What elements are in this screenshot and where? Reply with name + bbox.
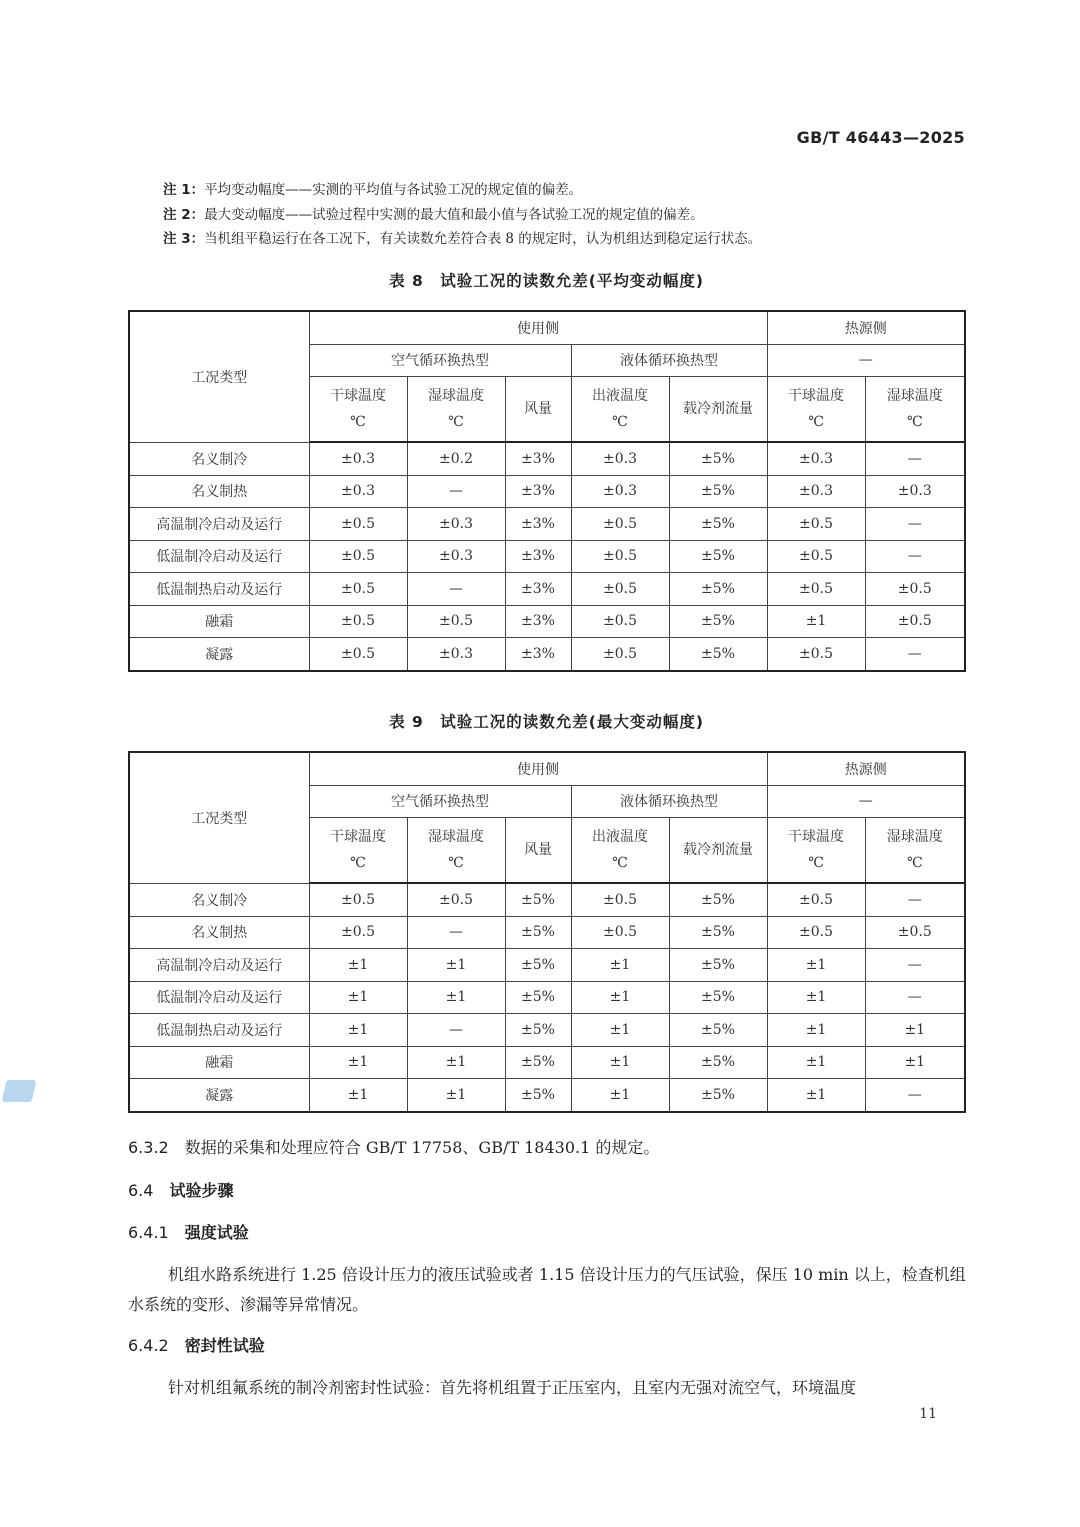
section-number: 6.4.2 bbox=[128, 1336, 169, 1355]
header-airflow: 风量 bbox=[505, 818, 571, 884]
header-heat-side: 热源侧 bbox=[767, 311, 965, 344]
note-text: 当机组平稳运行在各工况下，有关读数允差符合表 8 的规定时，认为机组达到稳定运行状态。 bbox=[204, 231, 762, 247]
table-cell: ±0.5 bbox=[767, 573, 865, 606]
header-dry-bulb: 干球温度 ℃ bbox=[767, 377, 865, 443]
table8-row bbox=[129, 638, 965, 671]
table8-body bbox=[129, 442, 965, 671]
table-cell: ±0.5 bbox=[865, 605, 965, 638]
table-cell: ±5% bbox=[505, 883, 571, 916]
row-label: 融霜 bbox=[129, 605, 309, 638]
table-cell: ±0.3 bbox=[571, 442, 669, 475]
table-cell: ±3% bbox=[505, 540, 571, 573]
header-condition: 工况类型 bbox=[129, 311, 309, 442]
table-cell: ±5% bbox=[669, 638, 767, 671]
table-cell: ±0.5 bbox=[309, 573, 407, 606]
table8-caption: 表 8 试验工况的读数允差(平均变动幅度) bbox=[389, 272, 704, 290]
table-cell: ±0.5 bbox=[309, 916, 407, 949]
table-cell: ±0.3 bbox=[309, 475, 407, 508]
row-label: 低温制热启动及运行 bbox=[129, 1014, 309, 1047]
table-cell: — bbox=[865, 442, 965, 475]
header-coolant-flow: 载冷剂流量 bbox=[669, 377, 767, 443]
header-wet-bulb: 湿球温度 ℃ bbox=[865, 377, 965, 443]
header-air-type: 空气循环换热型 bbox=[309, 785, 571, 818]
table-cell: ±1 bbox=[571, 1014, 669, 1047]
table-cell: ±0.3 bbox=[407, 540, 505, 573]
table9-row bbox=[129, 1014, 965, 1047]
side-logo-icon bbox=[2, 1080, 37, 1102]
table-cell: ±0.3 bbox=[767, 475, 865, 508]
table-cell: ±1 bbox=[767, 1046, 865, 1079]
table-cell: ±1 bbox=[571, 981, 669, 1014]
section-title: 试验步骤 bbox=[169, 1181, 234, 1200]
section-6-4-1 bbox=[128, 1220, 249, 1243]
note-text: 最大变动幅度——试验过程中实测的最大值和最小值与各试验工况的规定值的偏差。 bbox=[204, 206, 704, 223]
row-label: 名义制热 bbox=[129, 916, 309, 949]
table8-row bbox=[129, 540, 965, 573]
table-cell: ±5% bbox=[669, 573, 767, 606]
section-text: 数据的采集和处理应符合 GB/T 17758、GB/T 18430.1 的规定。 bbox=[184, 1138, 660, 1157]
header-dash: — bbox=[767, 344, 965, 377]
table9-header bbox=[129, 752, 965, 883]
table-cell: ±1 bbox=[571, 1079, 669, 1112]
table-cell: ±5% bbox=[669, 1079, 767, 1112]
table-cell: ±0.5 bbox=[407, 605, 505, 638]
table-cell: — bbox=[865, 883, 965, 916]
table-cell: ±3% bbox=[505, 638, 571, 671]
table-cell: ±1 bbox=[309, 1014, 407, 1047]
table-cell: ±3% bbox=[505, 442, 571, 475]
table8-row bbox=[129, 573, 965, 606]
table-cell: — bbox=[407, 475, 505, 508]
row-label: 凝露 bbox=[129, 1079, 309, 1112]
note-3 bbox=[163, 227, 761, 252]
table-cell: ±5% bbox=[505, 1014, 571, 1047]
table-cell: ±0.3 bbox=[407, 508, 505, 541]
table-cell: ±5% bbox=[669, 508, 767, 541]
table-cell: ±1 bbox=[767, 605, 865, 638]
table-cell: ±0.5 bbox=[865, 573, 965, 606]
table-cell: ±0.5 bbox=[571, 638, 669, 671]
table-cell: ±0.5 bbox=[571, 508, 669, 541]
section-number: 6.4.1 bbox=[128, 1223, 169, 1242]
page-number: 11 bbox=[919, 1406, 937, 1422]
table-cell: — bbox=[407, 573, 505, 606]
section-title: 密封性试验 bbox=[184, 1336, 265, 1355]
table-cell: ±1 bbox=[407, 1079, 505, 1112]
table-cell: ±5% bbox=[669, 916, 767, 949]
table-cell: ±3% bbox=[505, 573, 571, 606]
table-cell: ±1 bbox=[309, 949, 407, 982]
section-6-4-2-body: 针对机组氟系统的制冷剂密封性试验：首先将机组置于正压室内，且室内无强对流空气，环境温度 bbox=[168, 1378, 857, 1397]
table-cell: ±1 bbox=[407, 1046, 505, 1079]
section-6-4-2 bbox=[128, 1333, 265, 1356]
table-cell: ±1 bbox=[571, 949, 669, 982]
table-cell: ±0.5 bbox=[767, 916, 865, 949]
section-number: 6.3.2 bbox=[128, 1138, 169, 1157]
table-cell: ±1 bbox=[309, 1046, 407, 1079]
table-cell: ±0.5 bbox=[571, 540, 669, 573]
table-cell: ±5% bbox=[505, 1046, 571, 1079]
table-cell: — bbox=[407, 1014, 505, 1047]
table8-row bbox=[129, 475, 965, 508]
table-cell: ±0.5 bbox=[767, 638, 865, 671]
table8-header bbox=[129, 311, 965, 442]
table-cell: ±3% bbox=[505, 508, 571, 541]
table-cell: — bbox=[865, 638, 965, 671]
header-wet-bulb: 湿球温度 ℃ bbox=[407, 377, 505, 443]
note-2 bbox=[163, 203, 761, 228]
table8 bbox=[128, 310, 966, 672]
table-cell: ±1 bbox=[767, 949, 865, 982]
row-label: 低温制冷启动及运行 bbox=[129, 981, 309, 1014]
table9-row bbox=[129, 883, 965, 916]
row-label: 低温制冷启动及运行 bbox=[129, 540, 309, 573]
table-cell: ±0.3 bbox=[865, 475, 965, 508]
row-label: 高温制冷启动及运行 bbox=[129, 949, 309, 982]
header-dash: — bbox=[767, 785, 965, 818]
header-dry-bulb: 干球温度 ℃ bbox=[767, 818, 865, 884]
table-cell: ±0.5 bbox=[767, 540, 865, 573]
row-label: 融霜 bbox=[129, 1046, 309, 1079]
table-cell: ±1 bbox=[309, 981, 407, 1014]
table-cell: ±1 bbox=[767, 981, 865, 1014]
table-cell: — bbox=[865, 1079, 965, 1112]
table-cell: ±0.5 bbox=[865, 916, 965, 949]
row-label: 低温制热启动及运行 bbox=[129, 573, 309, 606]
table-cell: ±3% bbox=[505, 605, 571, 638]
table-cell: ±1 bbox=[309, 1079, 407, 1112]
table-cell: ±5% bbox=[505, 949, 571, 982]
table-cell: ±5% bbox=[505, 916, 571, 949]
note-1 bbox=[163, 178, 761, 203]
row-label: 名义制冷 bbox=[129, 442, 309, 475]
table9-body bbox=[129, 883, 965, 1112]
table-cell: ±0.3 bbox=[571, 475, 669, 508]
notes-block bbox=[163, 178, 761, 252]
table-cell: ±5% bbox=[505, 981, 571, 1014]
table-cell: ±5% bbox=[669, 981, 767, 1014]
table-cell: ±0.5 bbox=[767, 508, 865, 541]
table-cell: — bbox=[407, 916, 505, 949]
table-cell: ±0.5 bbox=[309, 508, 407, 541]
table-cell: ±1 bbox=[571, 1046, 669, 1079]
header-wet-bulb: 湿球温度 ℃ bbox=[865, 818, 965, 884]
header-condition: 工况类型 bbox=[129, 752, 309, 883]
table-cell: ±0.5 bbox=[571, 573, 669, 606]
table-cell: ±1 bbox=[767, 1014, 865, 1047]
header-wet-bulb: 湿球温度 ℃ bbox=[407, 818, 505, 884]
table-cell: ±5% bbox=[669, 540, 767, 573]
table8-row bbox=[129, 508, 965, 541]
header-outlet-temp: 出液温度 ℃ bbox=[571, 377, 669, 443]
note-label: 注 2： bbox=[163, 206, 205, 223]
note-label: 注 1： bbox=[163, 182, 205, 198]
table9-row bbox=[129, 949, 965, 982]
table-cell: ±0.3 bbox=[407, 638, 505, 671]
table-cell: ±0.5 bbox=[571, 605, 669, 638]
table-cell: ±0.5 bbox=[309, 540, 407, 573]
table-cell: ±0.5 bbox=[571, 883, 669, 916]
section-title: 强度试验 bbox=[184, 1223, 249, 1242]
table-cell: ±5% bbox=[669, 883, 767, 916]
note-text: 平均变动幅度——实测的平均值与各试验工况的规定值的偏差。 bbox=[204, 182, 583, 198]
table-cell: ±0.3 bbox=[767, 442, 865, 475]
header-use-side: 使用侧 bbox=[309, 752, 767, 785]
row-label: 名义制热 bbox=[129, 475, 309, 508]
table-cell: ±0.5 bbox=[309, 883, 407, 916]
table-cell: ±5% bbox=[669, 442, 767, 475]
table-cell: ±1 bbox=[865, 1014, 965, 1047]
header-liquid-type: 液体循环换热型 bbox=[571, 344, 767, 377]
table-cell: ±0.5 bbox=[309, 605, 407, 638]
table-cell: ±5% bbox=[669, 475, 767, 508]
row-label: 名义制冷 bbox=[129, 883, 309, 916]
section-6-4-1-body: 机组水路系统进行 1.25 倍设计压力的液压试验或者 1.15 倍设计压力的气压试验，保压 10 min 以上，检查机组水系统的变形、渗漏等异常情况。 bbox=[128, 1265, 966, 1314]
table-cell: ±1 bbox=[767, 1079, 865, 1112]
table-cell: ±3% bbox=[505, 475, 571, 508]
table-cell: ±5% bbox=[669, 949, 767, 982]
table-cell: ±1 bbox=[407, 949, 505, 982]
table9 bbox=[128, 751, 966, 1113]
table-cell: ±5% bbox=[669, 1014, 767, 1047]
header-outlet-temp: 出液温度 ℃ bbox=[571, 818, 669, 884]
table-cell: ±5% bbox=[669, 1046, 767, 1079]
table-cell: ±5% bbox=[669, 605, 767, 638]
section-number: 6.4 bbox=[128, 1181, 154, 1200]
table9-row bbox=[129, 1046, 965, 1079]
table-cell: ±5% bbox=[505, 1079, 571, 1112]
table-cell: ±0.5 bbox=[767, 883, 865, 916]
table8-row bbox=[129, 605, 965, 638]
header-dry-bulb: 干球温度 ℃ bbox=[309, 377, 407, 443]
header-liquid-type: 液体循环换热型 bbox=[571, 785, 767, 818]
section-6-3-2 bbox=[128, 1135, 659, 1158]
table9-caption: 表 9 试验工况的读数允差(最大变动幅度) bbox=[389, 713, 704, 731]
header-dry-bulb: 干球温度 ℃ bbox=[309, 818, 407, 884]
header-airflow: 风量 bbox=[505, 377, 571, 443]
note-label: 注 3： bbox=[163, 231, 205, 247]
table-cell: ±0.3 bbox=[309, 442, 407, 475]
standard-number: GB/T 46443—2025 bbox=[796, 128, 965, 147]
table8-row bbox=[129, 442, 965, 475]
table-cell: — bbox=[865, 508, 965, 541]
table-cell: ±1 bbox=[865, 1046, 965, 1079]
table-cell: ±0.5 bbox=[407, 883, 505, 916]
section-6-4 bbox=[128, 1178, 233, 1201]
table9-row bbox=[129, 981, 965, 1014]
header-coolant-flow: 载冷剂流量 bbox=[669, 818, 767, 884]
table-cell: — bbox=[865, 540, 965, 573]
table-cell: ±0.5 bbox=[571, 916, 669, 949]
row-label: 高温制冷启动及运行 bbox=[129, 508, 309, 541]
table-cell: — bbox=[865, 981, 965, 1014]
table-cell: ±0.5 bbox=[309, 638, 407, 671]
table-cell: ±1 bbox=[407, 981, 505, 1014]
table9-row bbox=[129, 916, 965, 949]
table-cell: ±0.2 bbox=[407, 442, 505, 475]
row-label: 凝露 bbox=[129, 638, 309, 671]
header-heat-side: 热源侧 bbox=[767, 752, 965, 785]
table-cell: — bbox=[865, 949, 965, 982]
header-air-type: 空气循环换热型 bbox=[309, 344, 571, 377]
table9-row bbox=[129, 1079, 965, 1112]
header-use-side: 使用侧 bbox=[309, 311, 767, 344]
